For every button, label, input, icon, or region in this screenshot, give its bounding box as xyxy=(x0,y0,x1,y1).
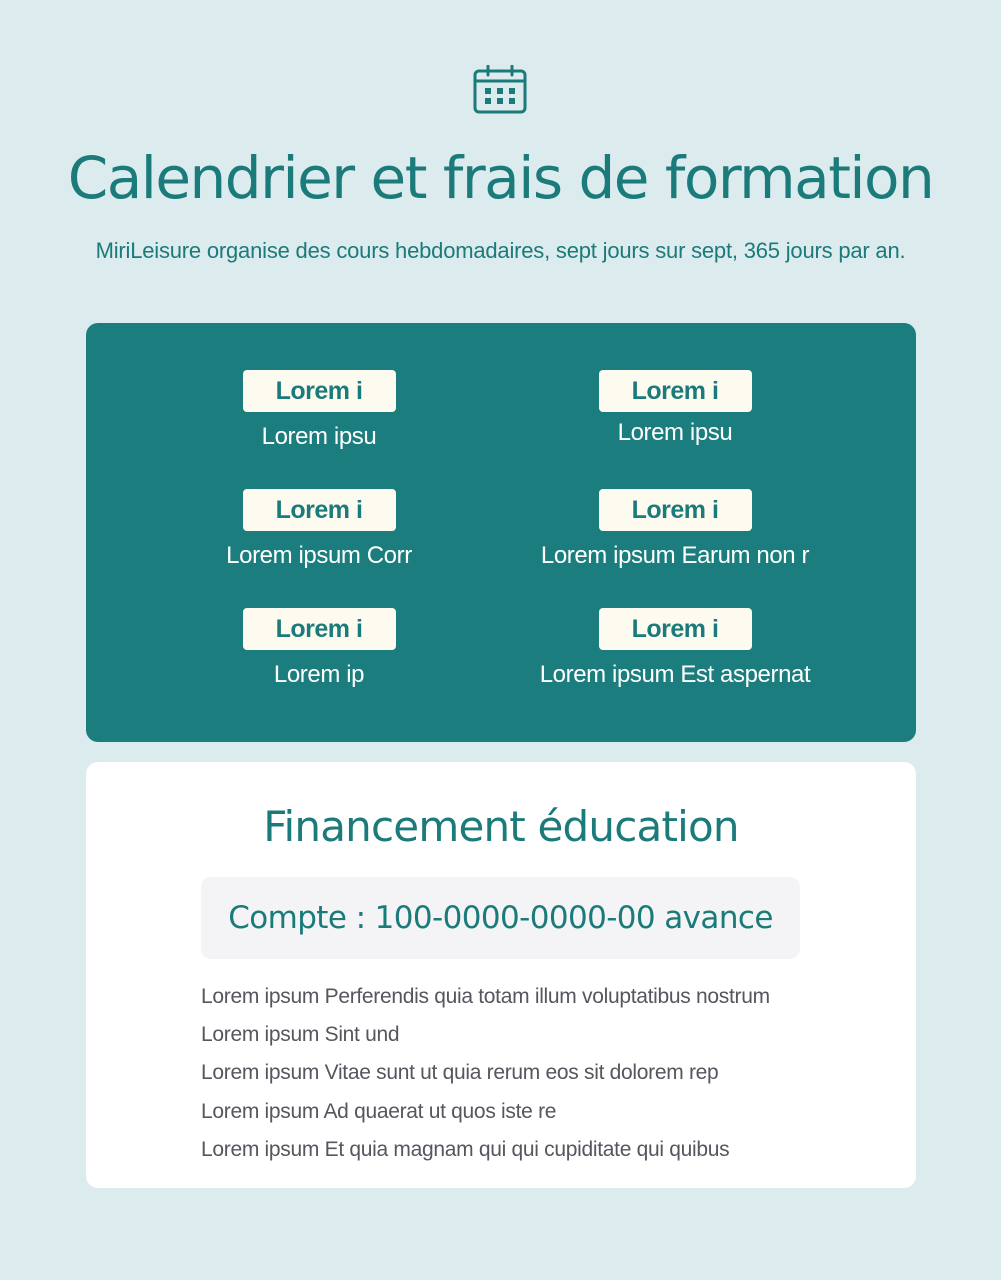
schedule-badge: Lorem i xyxy=(599,489,752,531)
schedule-text: Lorem ipsum Corr xyxy=(226,542,412,569)
schedule-item xyxy=(495,608,855,692)
schedule-item xyxy=(495,370,855,450)
schedule-badge: Lorem i xyxy=(599,370,752,412)
schedule-item xyxy=(139,489,499,573)
schedule-text: Lorem ipsu xyxy=(617,419,733,446)
schedule-item xyxy=(139,370,499,454)
list-item: Lorem ipsum Ad quaerat ut quos iste re xyxy=(201,1099,557,1123)
funding-card xyxy=(86,762,916,1188)
schedule-text: Lorem ip xyxy=(273,661,365,688)
schedule-item xyxy=(139,608,499,692)
schedule-text: Lorem ipsum Earum non r xyxy=(540,542,810,569)
list-item: Lorem ipsum Perferendis quia totam illum voluptatibus nostrum xyxy=(201,985,770,1008)
list-item: Lorem ipsum Vitae sunt ut quia rerum eos sit dolorem rep xyxy=(201,1061,719,1085)
schedule-text: Lorem ipsum Est aspernat xyxy=(539,661,811,688)
funding-title: Financement éducation xyxy=(263,802,739,851)
schedule-item xyxy=(495,489,855,573)
schedule-badge: Lorem i xyxy=(243,608,396,650)
page-subtitle: MiriLeisure organise des cours hebdomadaires, sept jours sur sept, 365 jours par an. xyxy=(95,238,906,263)
schedule-card xyxy=(86,323,916,742)
funding-list xyxy=(201,978,770,1169)
calendar-icon xyxy=(472,65,528,115)
page-title: Calendrier et frais de formation xyxy=(67,144,934,212)
schedule-text: Lorem ipsu xyxy=(261,423,377,450)
account-number: Compte : 100-0000-0000-00 avance xyxy=(201,877,800,959)
schedule-badge: Lorem i xyxy=(243,489,396,531)
list-item: Lorem ipsum Sint und xyxy=(201,1023,400,1047)
list-item: Lorem ipsum Et quia magnam qui qui cupiditate qui quibus xyxy=(201,1137,730,1161)
schedule-badge: Lorem i xyxy=(599,608,752,650)
schedule-badge: Lorem i xyxy=(243,370,396,412)
